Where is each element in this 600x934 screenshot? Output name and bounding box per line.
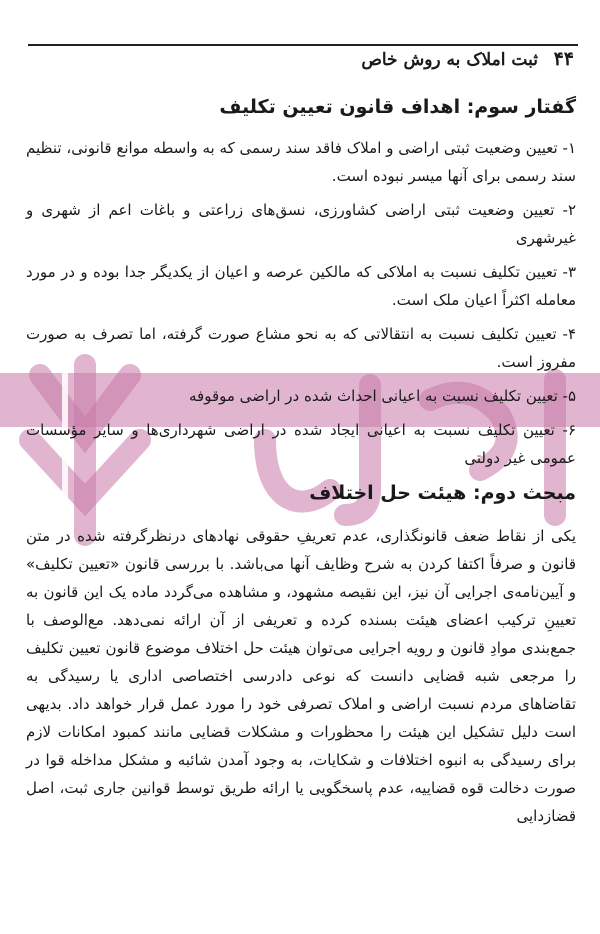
page-content [26,88,576,830]
list-item: ۴- تعیین تکلیف نسبت به انتقالاتی که به نحو مشاع صورت گرفته، اما تصرف به صورت مفروز است. [26,325,576,371]
section-heading: گفتار سوم: اهداف قانون تعیین تکلیف [219,96,576,118]
page-header [28,34,578,70]
page-number: ۴۴ [553,48,574,70]
list-item: ۱- تعیین وضعیت ثبتی اراضی و املاک فاقد سند رسمی که به واسطه موانع قانونی، تنظیم سند رسمی برای آنها میسر نبوده است. [26,139,576,185]
body-paragraph: یکی از نقاط ضعف قانونگذاری، عدم تعریفِ حقوقی نهادهای درنظرگرفته شده در متن قانون و صرفاً اکتفا کردن به شرح وظایف آنها می‌باشد. با بررسی قانون «تعیین تکلیف» و آیین‌نامه‌ی اجرایی آن نیز، این نقیصه مشهود، و مشاهده می‌گردد ماده یک این قانون به تعیینِ ترکیب اعضای هیئت بسنده کرده و تعریفی از آن ارائه نمی‌دهد. مع‌الوصف با جمع‌بندی موادِ قانون و رویه اجرایی می‌توان هیئت حل اختلاف موضوع قانون تعیین تکلیف را مرجعی شبه قضایی دانست که نوعی دادرسی اختصاصی اداری یا رسیدگی به تقاضاهای مردم نسبت اراضی و املاک تصرفی خود را مورد عمل قرار خواهد داد. بدیهی است دلیل تشکیل این هیئت را محظورات و مشکلات قضایی مانند کمبود امکانات لازم برای رسیدگی به انبوه اختلافات و شکایات، به وجود آمدن شائبه و مشکل مداخله قوا در صورت دخالت قوه قضاییه، عدم پاسخگویی یا ارائه طریق توسط قوانین جاری ثبت، اصل قضازدایی [26,527,576,825]
list-item: ۳- تعیین تکلیف نسبت به املاکی که مالکین عرصه و اعیان از یکدیگر جدا بوده و در مورد معامله اکثراً اعیان ملک است. [26,263,576,309]
list-item: ۶- تعیین تکلیف نسبت به اعیانی ایجاد شده در اراضی شهرداری‌ها و سایر مؤسسات عمومی غیر دولتی [26,421,576,467]
header-rule [28,44,578,46]
list-item: ۲- تعیین وضعیت ثبتی اراضی کشاورزی، نسق‌های زراعتی و باغات اعم از شهری و غیرشهری [26,201,576,247]
list-item: ۵- تعیین تکلیف نسبت به اعیانی احداث شده در اراضی موقوفه [189,387,576,405]
running-title: ثبت املاک به روش خاص [361,50,538,70]
subsection-heading: مبحث دوم: هیئت حل اختلاف [309,482,576,504]
